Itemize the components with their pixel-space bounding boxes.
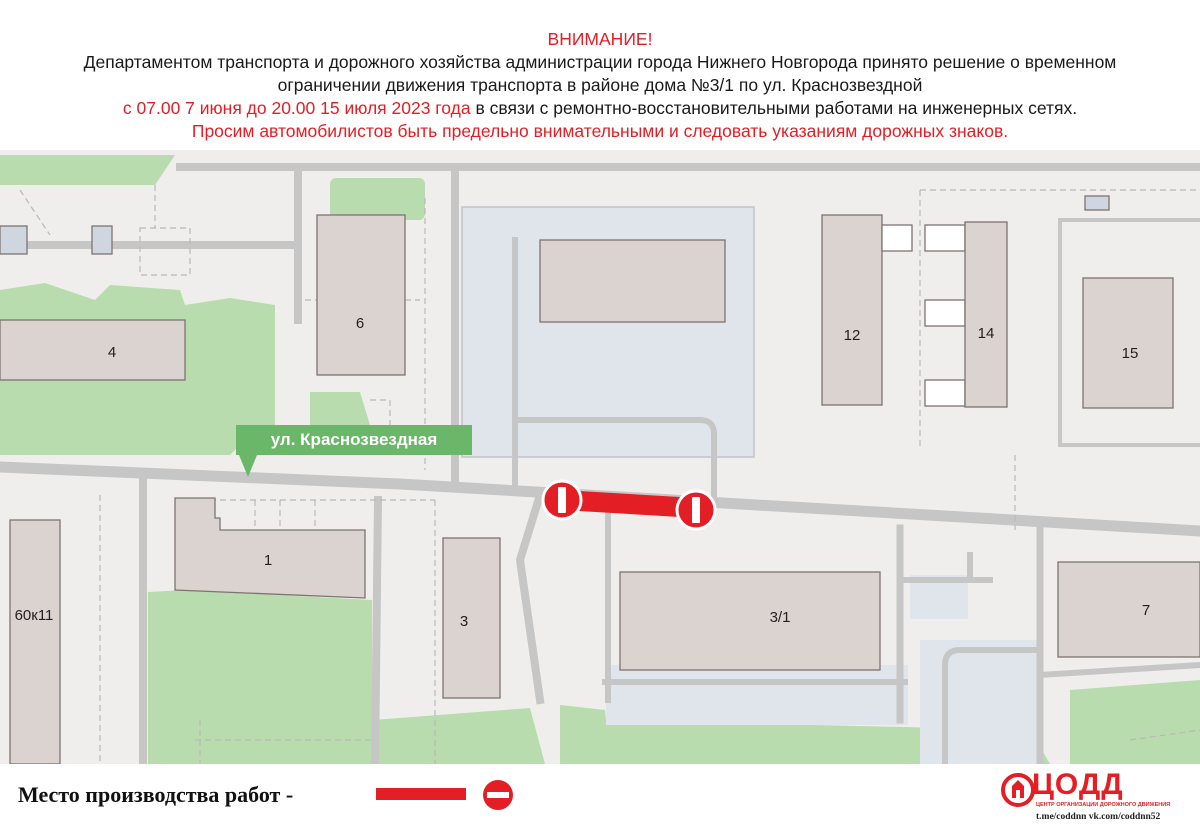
legend-closure-line	[376, 788, 466, 800]
building-14-label: 14	[977, 325, 995, 342]
notice-reason: в связи с ремонтно-восстановительными работами на инженерных сетях.	[470, 98, 1078, 118]
notice-warning: Просим автомобилистов быть предельно внимательными и следовать указаниям дорожных знаков.	[191, 121, 1009, 141]
no-entry-sign-icon	[677, 491, 715, 529]
building-4	[0, 320, 185, 380]
logo-links: t.me/coddnn vk.com/coddnn52	[1036, 812, 1161, 822]
logo-subtitle: ЦЕНТР ОРГАНИЗАЦИИ ДОРОЖНОГО ДВИЖЕНИЯ	[1036, 802, 1171, 808]
building-14	[965, 222, 1007, 407]
building-60k11	[10, 520, 60, 764]
legend-label: Место производства работ -	[18, 782, 294, 807]
notice-line-1: Департаментом транспорта и дорожного хозяйства администрации города Нижнего Новгорода принято решение о временном	[83, 52, 1117, 72]
building-1-label: 1	[263, 552, 273, 569]
building-15	[1083, 278, 1173, 408]
notice-dates: с 07.00 7 июня до 20.00 15 июля 2023 года	[122, 98, 471, 118]
building-31	[620, 572, 880, 670]
notice-line-2: ограничении движения транспорта в районе дома №3/1 по ул. Краснозвездной	[277, 75, 923, 95]
building-12	[822, 215, 882, 405]
notice-line-3	[0, 97, 1200, 120]
building-7	[1058, 562, 1200, 657]
building-60k11-label: 60к11	[14, 607, 54, 624]
logo-name: ЦОДД	[1032, 768, 1124, 801]
notice-title: ВНИМАНИЕ!	[547, 29, 653, 49]
building-7-label: 7	[1141, 602, 1151, 619]
building-6	[317, 215, 405, 375]
legend-no-entry-icon	[482, 779, 514, 811]
building-12-label: 12	[843, 327, 861, 344]
building-15-label: 15	[1121, 345, 1139, 362]
building-3-label: 3	[459, 613, 469, 630]
building-6-label: 6	[355, 315, 365, 332]
no-entry-sign-icon	[543, 481, 581, 519]
street-name-label: ул. Краснозвездная	[236, 425, 472, 455]
notice-header	[0, 28, 1200, 143]
building-4-label: 4	[107, 344, 117, 361]
building-31-label: 3/1	[769, 609, 791, 626]
street-map	[0, 150, 1200, 764]
building-3	[443, 538, 500, 698]
street-label-pointer-icon	[239, 455, 257, 477]
